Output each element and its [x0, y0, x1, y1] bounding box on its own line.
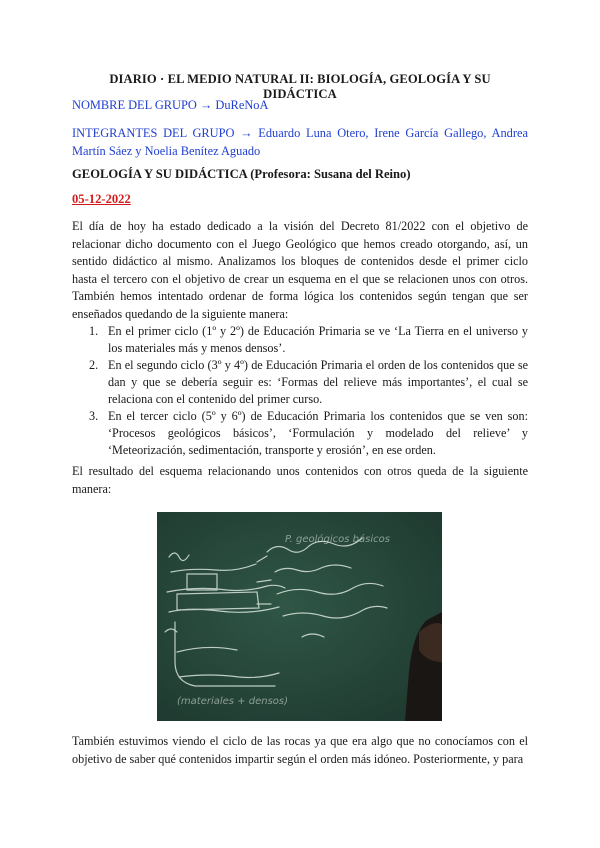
group-members-line: INTEGRANTES DEL GRUPO → Eduardo Luna Otero, Irene García Gallego, Andrea Martín Sáez y Noelia Benítez Aguado [72, 126, 528, 158]
list-item [72, 323, 528, 357]
document-title: DIARIO · EL MEDIO NATURAL II: BIOLOGÍA, GEOLOGÍA Y SU DIDÁCTICA [109, 72, 491, 101]
chalkboard-photo [157, 512, 442, 721]
list-number: 2. [89, 358, 99, 372]
chalkboard-image [157, 512, 442, 721]
intro-paragraph: El día de hoy ha estado dedicado a la visión del Decreto 81/2022 con el objetivo de relacionar dicho documento con el Juego Geológico que hemos creado otorgando, así, un sentido didáctico al mismo. Analizamos los bloques de contenidos desde el primer ciclo hasta el tercero con el objetivo de crear un esquema en el que se relacionen unos con otros. También hemos intentado ordenar de forma lógica los contenidos según tengan que ser enseñados quedando de la siguiente manera: [72, 219, 528, 321]
svg-text:P. geológicos básicos: P. geológicos básicos [285, 534, 390, 545]
group-name-line: NOMBRE DEL GRUPO → DuReNoA [72, 98, 269, 112]
list-text: En el primer ciclo (1º y 2º) de Educación Primaria se ve ‘La Tierra en el universo y los materiales más y menos densos’. [108, 324, 528, 355]
entry-date: 05-12-2022 [72, 192, 131, 206]
list-item [72, 357, 528, 408]
list-text: En el tercer ciclo (5º y 6º) de Educación Primaria los contenidos que se ven son: ‘Procesos geológicos básicos’, ‘Formulación y modelado del relieve’ y ‘Meteorización, sedimentación, transporte y erosión’, en ese orden. [108, 409, 528, 457]
closing-paragraph: También estuvimos viendo el ciclo de las rocas ya que era algo que no conocíamos con el objetivo de saber qué contenidos impartir según el orden más idóneo. Posteriormente, y para [72, 734, 528, 766]
result-paragraph: El resultado del esquema relacionando unos contenidos con otros queda de la siguiente manera: [72, 464, 528, 496]
list-number: 3. [89, 409, 99, 423]
list-text: En el segundo ciclo (3º y 4º) de Educación Primaria el orden de los contenidos que se dan y que se debería seguir es: ‘Formas del relieve más importantes’, el cual se relaciona con el contenido del primer curso. [108, 358, 528, 406]
list-item [72, 408, 528, 459]
cycles-list [72, 323, 528, 459]
list-number: 1. [89, 324, 99, 338]
svg-text:(materiales + densos): (materiales + densos) [177, 696, 289, 707]
section-subtitle: GEOLOGÍA Y SU DIDÁCTICA (Profesora: Susana del Reino) [72, 167, 411, 181]
